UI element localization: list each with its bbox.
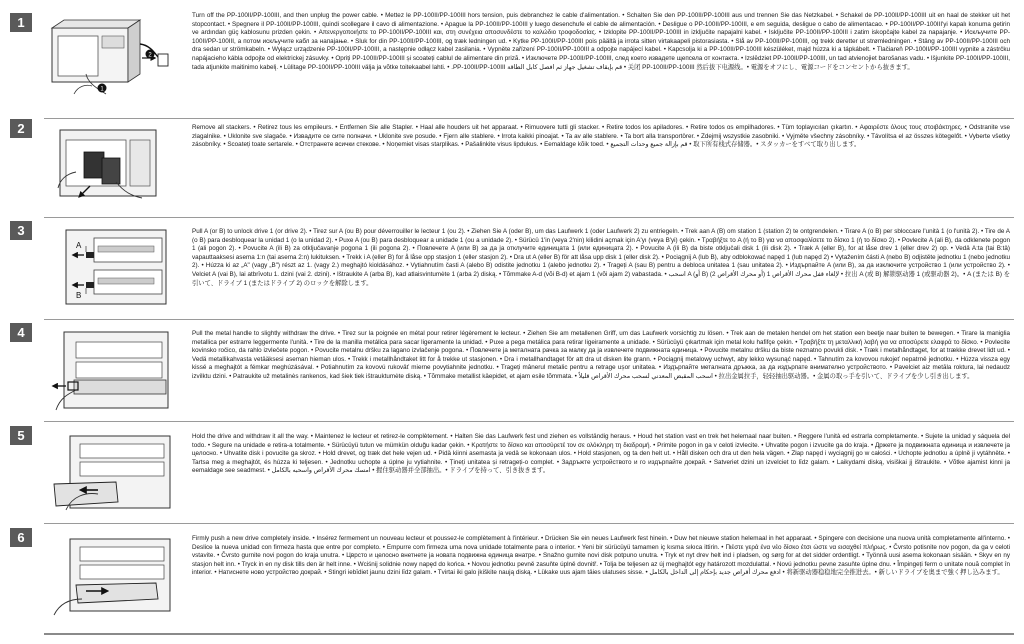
step-4-instruction: Pull the metal handle to slightly withdraw the drive. • Tirez sur la poignée en métal pour retirer légèrement le lecteur. • Ziehen Sie am metallenen Griff, um das Laufwerk vorsichtig zu lösen. • Trek aan de metalen hendel om het station een beetje naar buiten te bewegen. • Tirare la maniglia metallica per estrarre leggermente l'unità. • Tire de la manilla metálica para sacar ligeramente la unidad. • Puxe a pega metálica para retirar ligeiramente a unidade. • Sürücüyü çıkartmak için metal kolu hafifçe çekin. • Τραβήξτε τη μεταλλική λαβή για να αποσύρετε ελαφρά το δίσκο. • Povlecite kovinsko ročico, da rahlo izvlečete pogon. • Povucite metalnu dršku za lagano izvlačenje pogona. • Повлечете ја металната рачка за малку да ја извлечете подвижната единица. • Povucite metalnu dršku da biste neznatno povukli disk. • Træk i metalhåndtaget, for at trække drevet lidt ud. • Vedä metallikahvasta vetääksesi aseman hieman ulos. • Trekk i metallhåndtaket litt for å trekke ut stasjonen. • Dra i metallhandtaget för att dra ut disken lite grann. • Pociągnij metalowy uchwyt, aby lekko wysunąć napęd. • Tahnutím za kovovou rukojeť nepatrně jednotku. • Húzza vissza egy kissé a meghajtót a fémkar meghúzásával. • Potiahnutím za kovovú rukoväť mierne povytiahnite jednotku. • Trageți mânerul metalic pentru a retrage ușor unitatea. • Издърпайте металната дръжка, за да издърпате внимателно устройството. • Pavelciet aiz metāla roktura, lai nedaudz izvilktu dzini. • Patraukite už metalinės rankenos, kad šiek tiek ištrauktumėte diską. • Tõmmake metallist käepidet, et ajam esile tõmmata. • اسحب المقبض المعدني لسحب محرك الأقراص قليلاً • 拉出金属拉手，轻轻抽出驱动器。• 金属の取っ手を引いて、ドライブを少し引き出します。 (192, 330, 1010, 380)
step-number: 4 (10, 323, 32, 342)
drive-insert-icon (46, 535, 176, 619)
step-3-instruction: Pull A (or B) to unlock drive 1 (or drive 2). • Tirez sur A (ou B) pour déverrouiller le lecteur 1 (ou 2). • Ziehen Sie A (oder B), um das Laufwerk 1 (oder Laufwerk 2) zu entriegeln. • Trek aan A (B) om station 1 (station 2) te ontgrendelen. • Tirare A (o B) per sbloccare l'unità 1 (o l'unità 2). • Tire de A (o B) para desbloquear la unidad 1 (o la unidad 2). • Puxe A (ou B) para desbloquear a unidade 1 (ou a unidade 2). • Sürücü 1'in (veya 2'nin) kilidini açmak için A'yı (veya B'yi) çekin. • Τραβήξτε το A (ή το B) για να αποσφαλίσετε το δίσκο 1 (ή το δίσκο 2). • Povlecite A (ali B), da odklenete pogon 1 (ali pogon 2). • Povucite A (ili B) za otključavanje pogona 1 (ili pogona 2). • Повлечете A (или B) за да ја отклучите единицата 1 (или единицата 2). • Povucite A (ili B) da biste otključali disk 1 (ili disk 2). • Træk A (eller B), for at låse drev 1 (eller drev 2) op. • Vedä A:ta (tai B:tä) vapauttaaksesi asema 1:n (tai asema 2:n) lukituksen. • Trekk i A (eller B) for å låse opp stasjon 1 (eller stasjon 2). • Dra ut A (eller B) för att låsa upp disk 1 (eller disk 2). • Pociągnij A (lub B), aby odblokować napęd 1 (lub napęd 2) • Vytažením části A (nebo B) odjistěte jednotku 1 (nebo jednotku 2). • Húzza ki az „A" (vagy „B") részt az 1. (vagy 2.) meghajtó kioldásához. • Vytiahnutím časti A (alebo B) odistite jednotku 1 (alebo jednotku 2). • Trageți A (sau B) pentru a debloca unitatea 1 (sau unitatea 2). • Издърпайте A (или B), за да изключите устройство 1 (или устройство 2). • Velciet A (vai B), lai atbrīvotu 1. dzini (vai 2. dzini). • Ištraukite A (arba B), kad atlaisvintumėte 1 (arba 2) diską. • Tõmmake A-d (või B-d) et ajam 1 (või ajam 2) vabastada. • اسحب A (أو B) لإلغاء قفل محرك الأقراص 1 (أو محرك الأقراص 2) • 拉出 A (或 B) 解锁驱动器 1 (或驱动器 2)。• A (または B) を引いて、ドライブ 1 (またはドライブ 2) のロックを解除します。 (192, 228, 1010, 287)
divider (44, 421, 1014, 422)
withdraw-drive-illustration (46, 432, 176, 516)
divider (44, 523, 1014, 524)
stacker-removal-icon (46, 122, 176, 206)
drive-withdraw-icon (46, 432, 176, 516)
unlock-drive-illustration (46, 224, 176, 308)
insert-drive-illustration (46, 535, 176, 619)
svg-text:B: B (76, 291, 82, 300)
svg-text:1: 1 (100, 86, 104, 93)
step-2-instruction: Remove all stackers. • Retirez tous les empileurs. • Entfernen Sie alle Stapler. • Haal alle houders uit het apparaat. • Rimuovere tutti gli stacker. • Retire todos los apiladores. • Retire todos os empilhadores. • Tüm toplayıcıları çıkartın. • Αφαιρέστε όλους τους στοιβάκτηρες. • Odstranite vse zlagalnike. • Uklonite sve slagače. • Извадите сe сите полначи. • Uklonite sve posude. • Fjern alle stablere. • Irrota kaikki pinoajat. • Ta av alle stablere. • Ta bort alla transportörer. • Zdejmij wszystkie zasobniki. • Vyjměte všechny zásobníky. • Távolítsa el az összes kötegelőt. • Vyberte všetky zásobníky. • Scoateți toate sertarele. • Отстранете всички стекове. • Noņemiet visas starplikas. • Pašalinkite visus lipdukus. • Eemaldage kõik toed. • قم بإزالة جميع وحدات التجميع • 取下所有栈式存储器。• スタッカーをすべて取り出します。 (192, 124, 1010, 149)
svg-text:A: A (76, 241, 82, 250)
pull-handle-illustration (46, 328, 176, 412)
step-1-instruction: Turn off the PP-100II/PP-100III, and then unplug the power cable. • Mettez le PP-100II/PP-100III hors tension, puis debranchez le cable d'alimentation. • Schalten Sie den PP-100II/PP-100III aus und trennen Sie das Netzkabel. • Schakel de PP-100II/PP-100III uit en haal de stekker uit het stopcontact. • Spegnere il PP-100II/PP-100III, quindi scollegare il cavo di alimentazione. • Apague la PP-100II/PP-100III y luego desenchufe el cable de alimentación. • Desligue o PP-100II/PP-100III, e em seguida, desligue o cabo de alimentacao. • PP-100II/PP-100III'yi kapalı konuma getirin ve ardından güç kablosunu prizden çekin. • Απενεργοποιήστε το PP-100II/PP-100III και, στη συνέχεια αποσυνδέστε το καλώδιο τροφοδοσίας. • Izklopite PP-100II/PP-100III in izključite napajalni kabel. • Isključite PP-100II/PP-100III i zatim iskopčajte kabel za napajanje. • Искључите PP-100II/PP-100III, а потом искључите кабл за напајање. • Sluk for din PP-100II/PP-100III, og træk ledningen ud. • Kytke PP-100II/PP-100III pois päältä ja irrota sitten virtakaapeli pistorasiasta. • Slå av PP-100II/PP-100III, og trekk deretter ut strømledningen. • Stäng av PP-100II/PP-100III och dra sedan ur strömkabeln. • Wyłącz urządzenie PP-100II/PP-100III, a następnie odłącz kabel zasilania. • Vypněte zařízení PP-100II/PP-100III a odpojte napájecí kabel. • Kapcsolja ki a PP-100II/PP-100III készüléket, majd húzza ki a tápkábelt. • Tlačiareň PP-100II/PP-100III vypnite a zástrčku napájacieho kábla odpojte od elektrickej zásuvky. • Opriți PP-100II/PP-100III și scoateți cablul de alimentare din priză. • Изключете PP-100II/PP-100III, след което извадете щепсела от контакта. • Izslēdziet PP-100II/PP-100III, un tad atvienojiet barošanas vadu. • Išjunkite PP-100II/PP-100III, tada atjunkite maitinimo kabelį. • Lülitage PP-100II/PP-100III välja ja võtke toitekaabel lahti. • .PP-100II/PP-100III قم بإيقاف تشغيل جهاز ثم افصل كابل الطاقة • 关闭 PP-100II/PP-100III 然后拔下电源线。• 電源をオフにし、電源コードをコンセントから抜きます。 (192, 12, 1010, 71)
remove-stackers-illustration (46, 122, 176, 206)
step-6-instruction: Firmly push a new drive completely inside. • Insérez fermement un nouveau lecteur et poussez-le complètement à l'intérieur. • Drücken Sie ein neues Laufwerk fest hinein. • Duw het nieuwe station helemaal in het apparaat. • Spingere con decisione una nuova unità completamente all'interno. • Deslice la nueva unidad con firmeza hasta que entre por completo. • Empurre com firmeza uma nova unidade totalmente para o interior. • Yeni bir sürücüyü tamamen iç kısma sıkıca ittirin. • Πιέστε γερά ένα νέο δίσκο έτσι ώστε να εισαχθεί πλήρως. • Čvrsto potisnite nov pogon, da ga v celoti vstavite. • Čvrsto gurnite novi pogon do kraja unutra. • Цврсто и целосно внетнете ја новата подвижна единица внатре. • Snažno gurnite novi disk potpuno unutra. • Tryk et nyt drev helt ind i pladsen, og sørg for at det sidder ordentligt. • Työnnä uusi asema kokonaan sisään. • Skyv en ny stasjon helt inn. • Tryck in en ny disk tills den är helt inne. • Wciśnij solidnie nowy napęd do końca. • Novou jednotku pevně zasuňte úplně dovnitř. • Tolja be teljesen az új meghajtót egy határozott mozdulattal. • Novú jednotku pevne zasuňte úplne dnu. • Împingeți ferm o unitate nouă complet în interior. • Натиснете ново устройство докрай. • Stingri iebīdiet jaunu dzini līdz galam. • Tvirtai iki galo įkiškite naują diską. • Lükake uus ajam täies ulatuses sisse. • ادفع محرك أقراص جديد بإحكام إلى الداخل بالكامل • 将新驱动器稳稳地完全推进去。• 新しいドライブを奥まで強く押し込みます。 (192, 535, 1010, 577)
drive-handle-icon (46, 328, 176, 412)
printer-unplug-icon (46, 14, 176, 98)
step-number: 2 (10, 119, 32, 138)
step-number: 3 (10, 221, 32, 240)
divider (44, 217, 1014, 218)
power-off-illustration (46, 14, 176, 98)
bottom-divider (44, 633, 1014, 635)
svg-text:2: 2 (148, 52, 152, 59)
divider (44, 319, 1014, 320)
drive-lock-icon (46, 224, 176, 308)
step-number: 6 (10, 528, 32, 547)
divider (44, 118, 1014, 119)
step-number: 5 (10, 426, 32, 445)
step-number: 1 (10, 13, 32, 32)
step-5-instruction: Hold the drive and withdraw it all the way. • Maintenez le lecteur et retirez-le complètement. • Halten Sie das Laufwerk fest und ziehen es vollständig heraus. • Houd het station vast en trek het helemaal naar buiten. • Reggere l'unità ed estrarla completamente. • Sujete la unidad y sáquela del todo. • Segure na unidade e retira-a totalmente. • Sürücüyü tutun ve mümkün olduğu kadar çekin. • Κρατήστε το δίσκο και αποσύρετέ τον σε ολόκληρη τη διαδρομή. • Primite pogon in ga v celoti izvlecite. • Uhvatite pogon i izvucite ga do kraja. • Држете ја подвижната единица и извлечете ја целосно. • Uhvatite disk i povucite ga skroz. • Hold drevet, og træk det hele vejen ud. • Pidä kiinni asemasta ja vedä se kokonaan ulos. • Hold stasjonen, og ta den helt ut. • Håll disken och dra ut den hela vägen. • Złap napęd i wyciągnij go w całości. • Uchopte jednotku a úplně ji vytáhněte. • Tartsa meg a meghajtót, és húzza ki teljesen. • Jednotku uchopte a úplne ju vytiahnite. • Țineți unitatea și retrageți-o complet. • Задръжте устройството и го издърпайте докрай. • Satveriet dzini un izvelciet to līdz galam. • Laikydami diską, visiškai jį ištraukite. • Võtke ajamist kinni ja eemaldage see seadmest. • امسك محرك الأقراص واسحبه بالكامل • 握住驱动器并全部抽出。• ドライブを持って、引き抜きます。 (192, 433, 1010, 475)
